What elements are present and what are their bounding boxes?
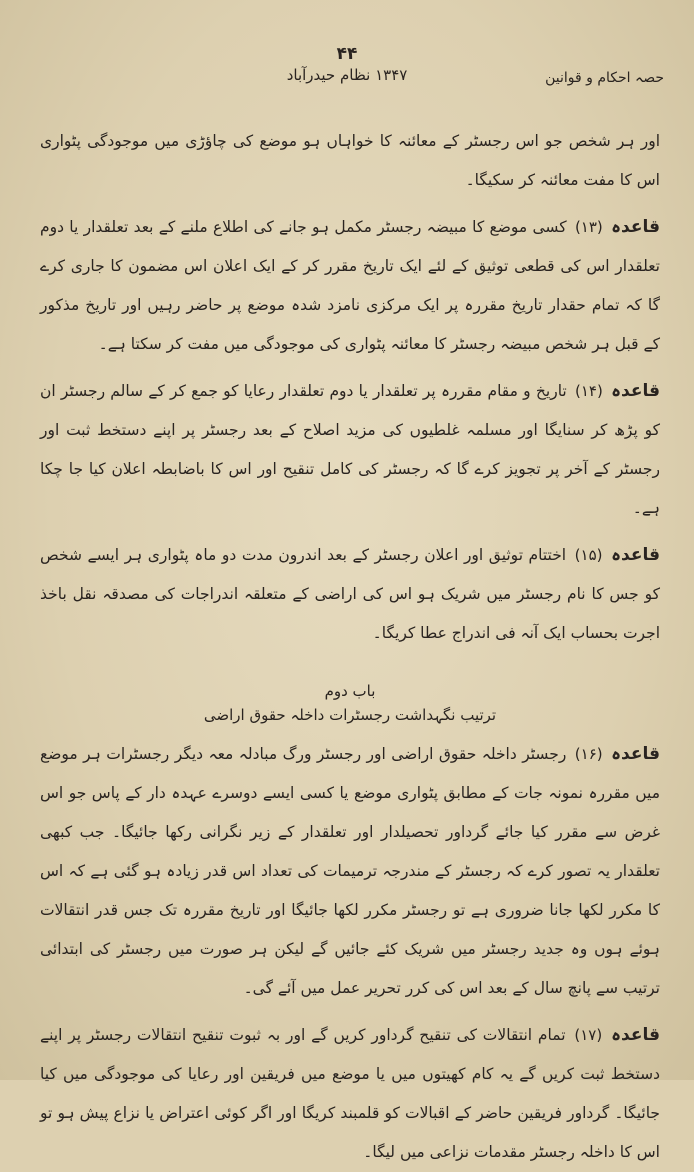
rule-label: قاعدہ — [611, 1025, 660, 1045]
rule-number: (۱۴) — [575, 382, 603, 400]
page-body — [40, 122, 661, 1161]
intro-paragraph: اور ہر شخص جو اس رجسٹر کے معائنہ کا خواہاں ہو موضع کی چاؤڑی میں موجودگی پٹواری اس کا مفت معائنہ کر سکیگا۔ — [40, 132, 660, 189]
rule-text: اختتام توثیق اور اعلان رجسٹر کے بعد اندرون مدت دو ماہ پٹواری ہر ایسے شخص کو جس کا نام رجسٹر میں شریک ہو اس کی اراضی کے متعلقہ اندراجات کی مصدقہ نقل باخذ اجرت بحساب ایک آنہ فی اندراج عطا کریگا۔ — [40, 546, 660, 642]
page-number: ۴۴ — [336, 44, 358, 64]
rule-16 — [40, 735, 660, 1008]
section-label: حصہ احکام و قوانین — [545, 70, 664, 86]
rule-text: رجسٹر داخلہ حقوق اراضی اور رجسٹر ورگ مبادلہ معہ دیگر رجسٹرات ہر موضع میں مقررہ نمونہ جات کے مطابق پٹواری موضع یا کسی ایسے دوسرے عہدہ دار کے پاس جو اس غرض سے مقرر کیا جائے گرداور تحصیلدار اور تعلقدار کے زیر نگرانی رکھا جائیگا۔ جب کبھی تعلقدار یہ تصور کرے کہ رجسٹر کے مندرجہ ترمیمات کی تعداد اس قدر زیادہ ہو گئی ہے کہ اس کا مکرر لکھا جانا ضروری ہے تو رجسٹر مکرر لکھا جائیگا اور تاریخ مقررہ تک جس قدر انتقالات ہوئے ہوں وہ جدید رجسٹر میں شریک کئے جائیں گے لیکن ہر صورت میں رجسٹر کی ابتدائی ترتیب سے پانچ سال کے بعد اس کی کرر تحریر عمل میں آئے گی۔ — [40, 745, 660, 997]
rule-label: قاعدہ — [611, 381, 661, 401]
rule-15 — [40, 536, 660, 653]
chapter-subtitle: ترتیب نگہداشت رجسٹرات داخلہ حقوق اراضی — [203, 706, 497, 724]
rule-14 — [40, 372, 660, 528]
rule-13 — [40, 208, 660, 364]
page-header — [30, 44, 664, 94]
rule-number: (۱۷) — [574, 1026, 603, 1044]
rule-text: تاریخ و مقام مقررہ پر تعلقدار یا دوم تعلقدار رعایا کو جمع کر کے سالم رجسٹر ان کو پڑھ کر سنایگا اور مسلمہ غلطیوں کی مزید اصلاح کے بعد رجسٹر پر اپنے دستخط ثبت اور رجسٹر کے آخر پر تجویز کرے گا کہ رجسٹر کی کامل تنقیح اور اس کا باضابطہ اعلان کیا جا چکا ہے۔ — [40, 382, 660, 517]
rule-label: قاعدہ — [611, 744, 660, 764]
chapter-title: باب دوم — [324, 682, 376, 700]
rule-number: (۱۵) — [574, 546, 603, 564]
running-title: ۱۳۴۷ نظام حیدرآباد — [286, 66, 408, 84]
rule-label: قاعدہ — [611, 545, 660, 565]
rule-label: قاعدہ — [611, 217, 660, 237]
rule-text: کسی موضع کا مبیضہ رجسٹر مکمل ہو جانے کی اطلاع ملنے کے بعد تعلقدار یا دوم تعلقدار اس کی قطعی توثیق کے لئے ایک تاریخ مقرر کر کے ایک اعلان اس مضمون کا جاری کرے گا کہ تمام حقدار تاریخ مقررہ پر ایک مرکزی نامزد شدہ موضع پر حاضر رہیں اور تاریخ مذکور کے قبل ہر شخص مبیضہ رجسٹر کا معائنہ پٹواری کی موجودگی میں مفت کر سکتا ہے۔ — [40, 218, 660, 353]
rule-number: (۱۳) — [574, 218, 603, 236]
rule-number: (۱۶) — [574, 745, 603, 763]
chapter-heading — [40, 679, 660, 727]
rule-text: تمام انتقالات کی تنقیح گرداور کریں گے اور بہ ثبوت تنقیح انتقالات رجسٹر پر اپنے دستخط ثبت کریں گے یہ کام کھیتوں میں یا موضع میں فریقین اور رعایا کی موجودگی میں کیا جائیگا۔ گرداور فریقین حاضر کے اقبالات کو قلمبند کریگا اور اگر کوئی اعتراض یا نزاع پیش ہو تو اس کا داخلہ رجسٹر مقدمات نزاعی میں لیگا۔ — [40, 1026, 660, 1161]
rule-17 — [40, 1016, 660, 1172]
